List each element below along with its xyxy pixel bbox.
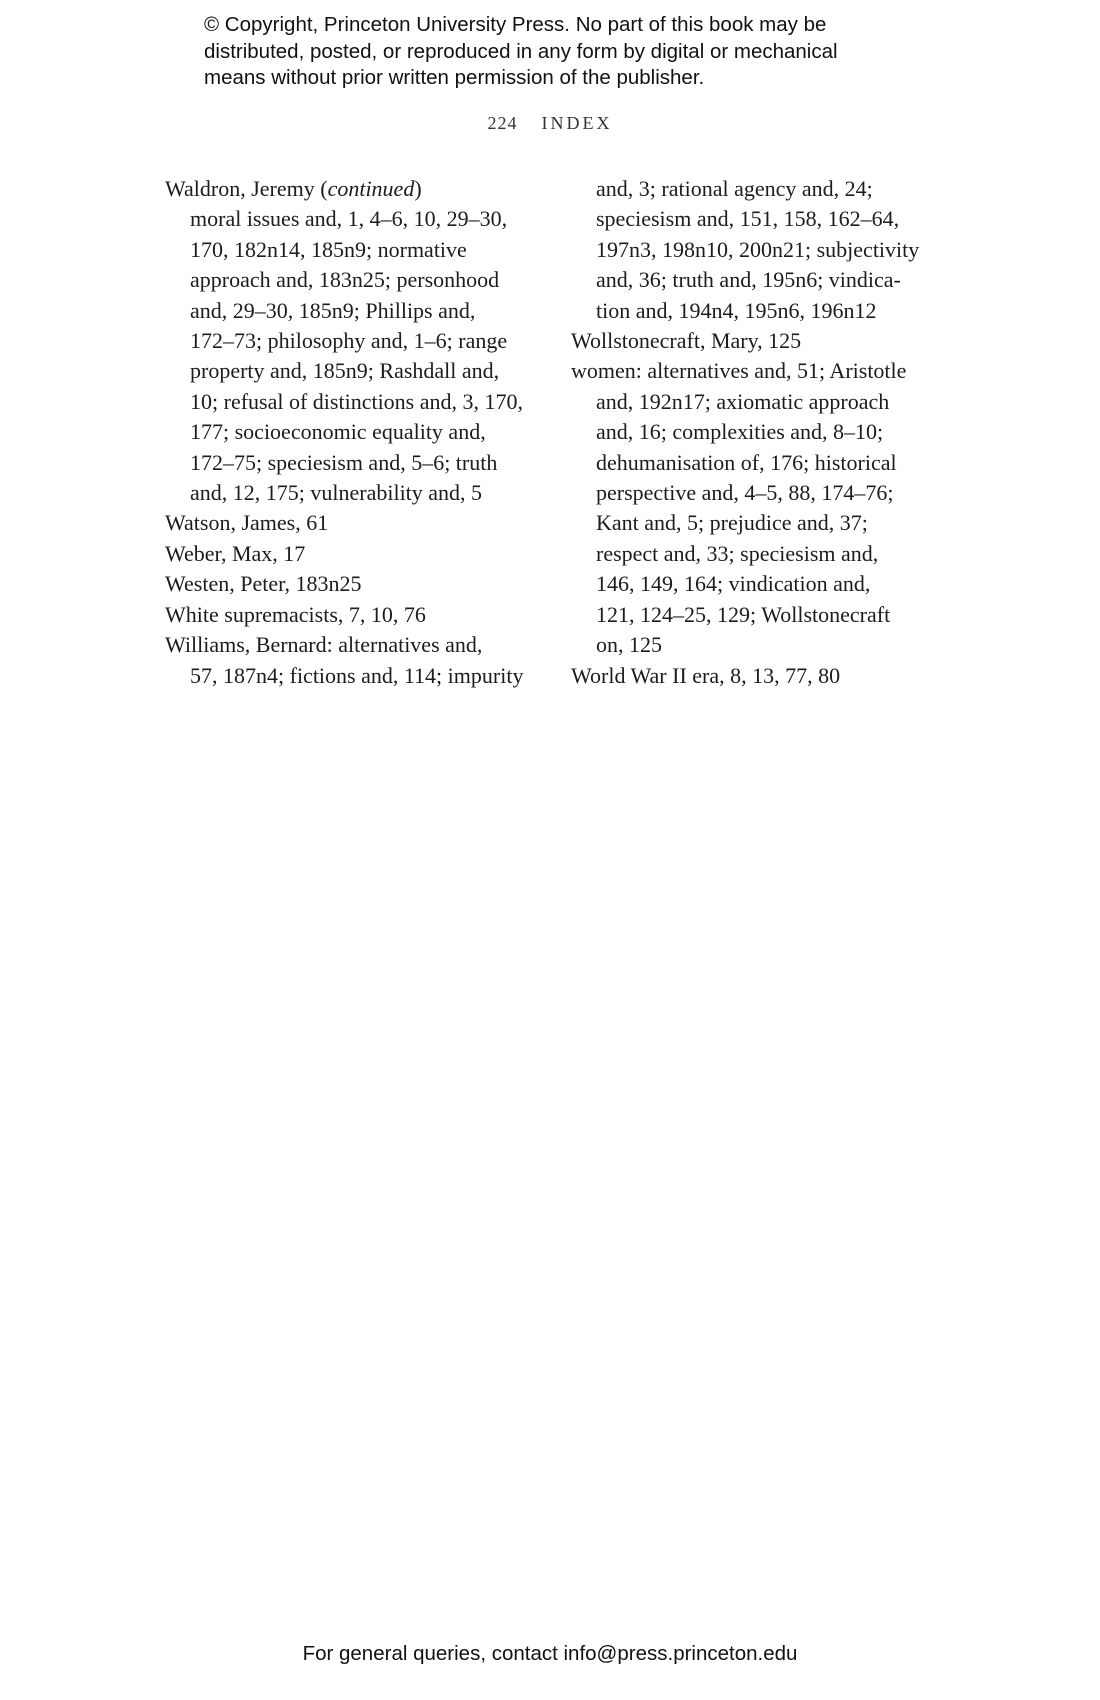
index-text: women: alternatives and, 51; Aristotle (571, 358, 907, 384)
index-subentry-line (571, 448, 951, 478)
copyright-line: means without prior written permission of the publisher. (204, 66, 705, 89)
index-column-right (571, 174, 951, 691)
index-text: on, 125 (596, 632, 662, 658)
index-text: and, 192n17; axiomatic approach (596, 388, 890, 414)
index-text: Kant and, 5; prejudice and, 37; (596, 510, 868, 536)
index-text: and, 16; complexities and, 8–10; (596, 419, 884, 445)
index-text-suffix: ) (414, 176, 422, 201)
index-text: dehumanisation of, 176; historical (596, 449, 897, 475)
index-text: speciesism and, 151, 158, 162–64, (596, 206, 900, 232)
index-subentry-line (571, 569, 951, 599)
index-text: 146, 149, 164; vindication and, (596, 571, 871, 597)
index-subentry-line (571, 265, 951, 295)
index-text: perspective and, 4–5, 88, 174–76; (596, 480, 894, 506)
index-text: and, 12, 175; vulnerability and, 5 (190, 480, 483, 506)
index-subentry-line (571, 387, 951, 417)
copyright-notice (204, 12, 924, 92)
index-text: 172–75; speciesism and, 5–6; truth (190, 449, 498, 475)
index-text: respect and, 33; speciesism and, (596, 540, 879, 566)
index-entry-line (165, 569, 545, 599)
index-subentry-line (165, 417, 545, 447)
index-text: Waldron, Jeremy ( (165, 176, 328, 201)
index-subentry-line (165, 235, 545, 265)
index-text: 121, 124–25, 129; Wollstonecraft (596, 601, 891, 627)
index-italic-text: continued (327, 176, 415, 201)
index-entry-line (165, 600, 545, 630)
page-number: 224 (487, 113, 518, 133)
index-text: White supremacists, 7, 10, 76 (165, 601, 426, 627)
index-entry-line (165, 630, 545, 660)
index-text: 172–73; philosophy and, 1–6; range (190, 328, 508, 354)
index-subentry-line (571, 539, 951, 569)
index-text: 170, 182n14, 185n9; normative (190, 236, 467, 262)
index-text: Weber, Max, 17 (165, 540, 306, 566)
section-title: INDEX (541, 113, 613, 133)
index-subentry-line (571, 174, 951, 204)
index-subentry-line (571, 478, 951, 508)
index-subentry-line (165, 661, 545, 691)
index-entry-line (571, 661, 951, 691)
running-head (0, 113, 1100, 134)
index-subentry-line (165, 326, 545, 356)
index-text: 10; refusal of distinctions and, 3, 170, (190, 388, 524, 414)
index-subentry-line (571, 204, 951, 234)
index-text: Westen, Peter, 183n25 (165, 571, 362, 597)
index-text: moral issues and, 1, 4–6, 10, 29–30, (190, 206, 508, 232)
index-subentry-line (165, 387, 545, 417)
index-entry-line (165, 174, 545, 204)
index-subentry-line (165, 296, 545, 326)
index-text: Williams, Bernard: alternatives and, (165, 632, 483, 658)
footer-contact: For general queries, contact info@press.princeton.edu (302, 1642, 798, 1665)
index-text: and, 3; rational agency and, 24; (596, 176, 873, 201)
index-text: and, 29–30, 185n9; Phillips and, (190, 297, 476, 323)
index-text: 57, 187n4; fictions and, 114; impurity (190, 662, 524, 688)
index-text: Wollstonecraft, Mary, 125 (571, 328, 802, 354)
index-text: 177; socioeconomic equality and, (190, 419, 486, 445)
index-text: property and, 185n9; Rashdall and, (190, 358, 500, 384)
copyright-line: © Copyright, Princeton University Press. No part of this book may be (204, 13, 827, 36)
index-entry-line (571, 326, 951, 356)
index-subentry-line (571, 600, 951, 630)
index-subentry-line (165, 204, 545, 234)
index-column-left (165, 174, 545, 691)
index-text: 197n3, 198n10, 200n21; subjectivity (596, 236, 920, 262)
index-text: tion and, 194n4, 195n6, 196n12 (596, 297, 877, 323)
index-subentry-line (571, 296, 951, 326)
index-entry-line (571, 356, 951, 386)
index-subentry-line (571, 630, 951, 660)
index-subentry-line (165, 478, 545, 508)
index-text: approach and, 183n25; personhood (190, 267, 500, 293)
index-text: World War II era, 8, 13, 77, 80 (571, 662, 841, 688)
index-entry-line (165, 508, 545, 538)
index-subentry-line (165, 265, 545, 295)
index-text: Watson, James, 61 (165, 510, 329, 536)
copyright-line: distributed, posted, or reproduced in any form by digital or mechanical (204, 39, 838, 63)
index-text: and, 36; truth and, 195n6; vindica- (596, 267, 901, 293)
index-entry-line (165, 539, 545, 569)
index-subentry-line (571, 508, 951, 538)
index-subentry-line (571, 417, 951, 447)
index-subentry-line (571, 235, 951, 265)
index-subentry-line (165, 448, 545, 478)
index-subentry-line (165, 356, 545, 386)
